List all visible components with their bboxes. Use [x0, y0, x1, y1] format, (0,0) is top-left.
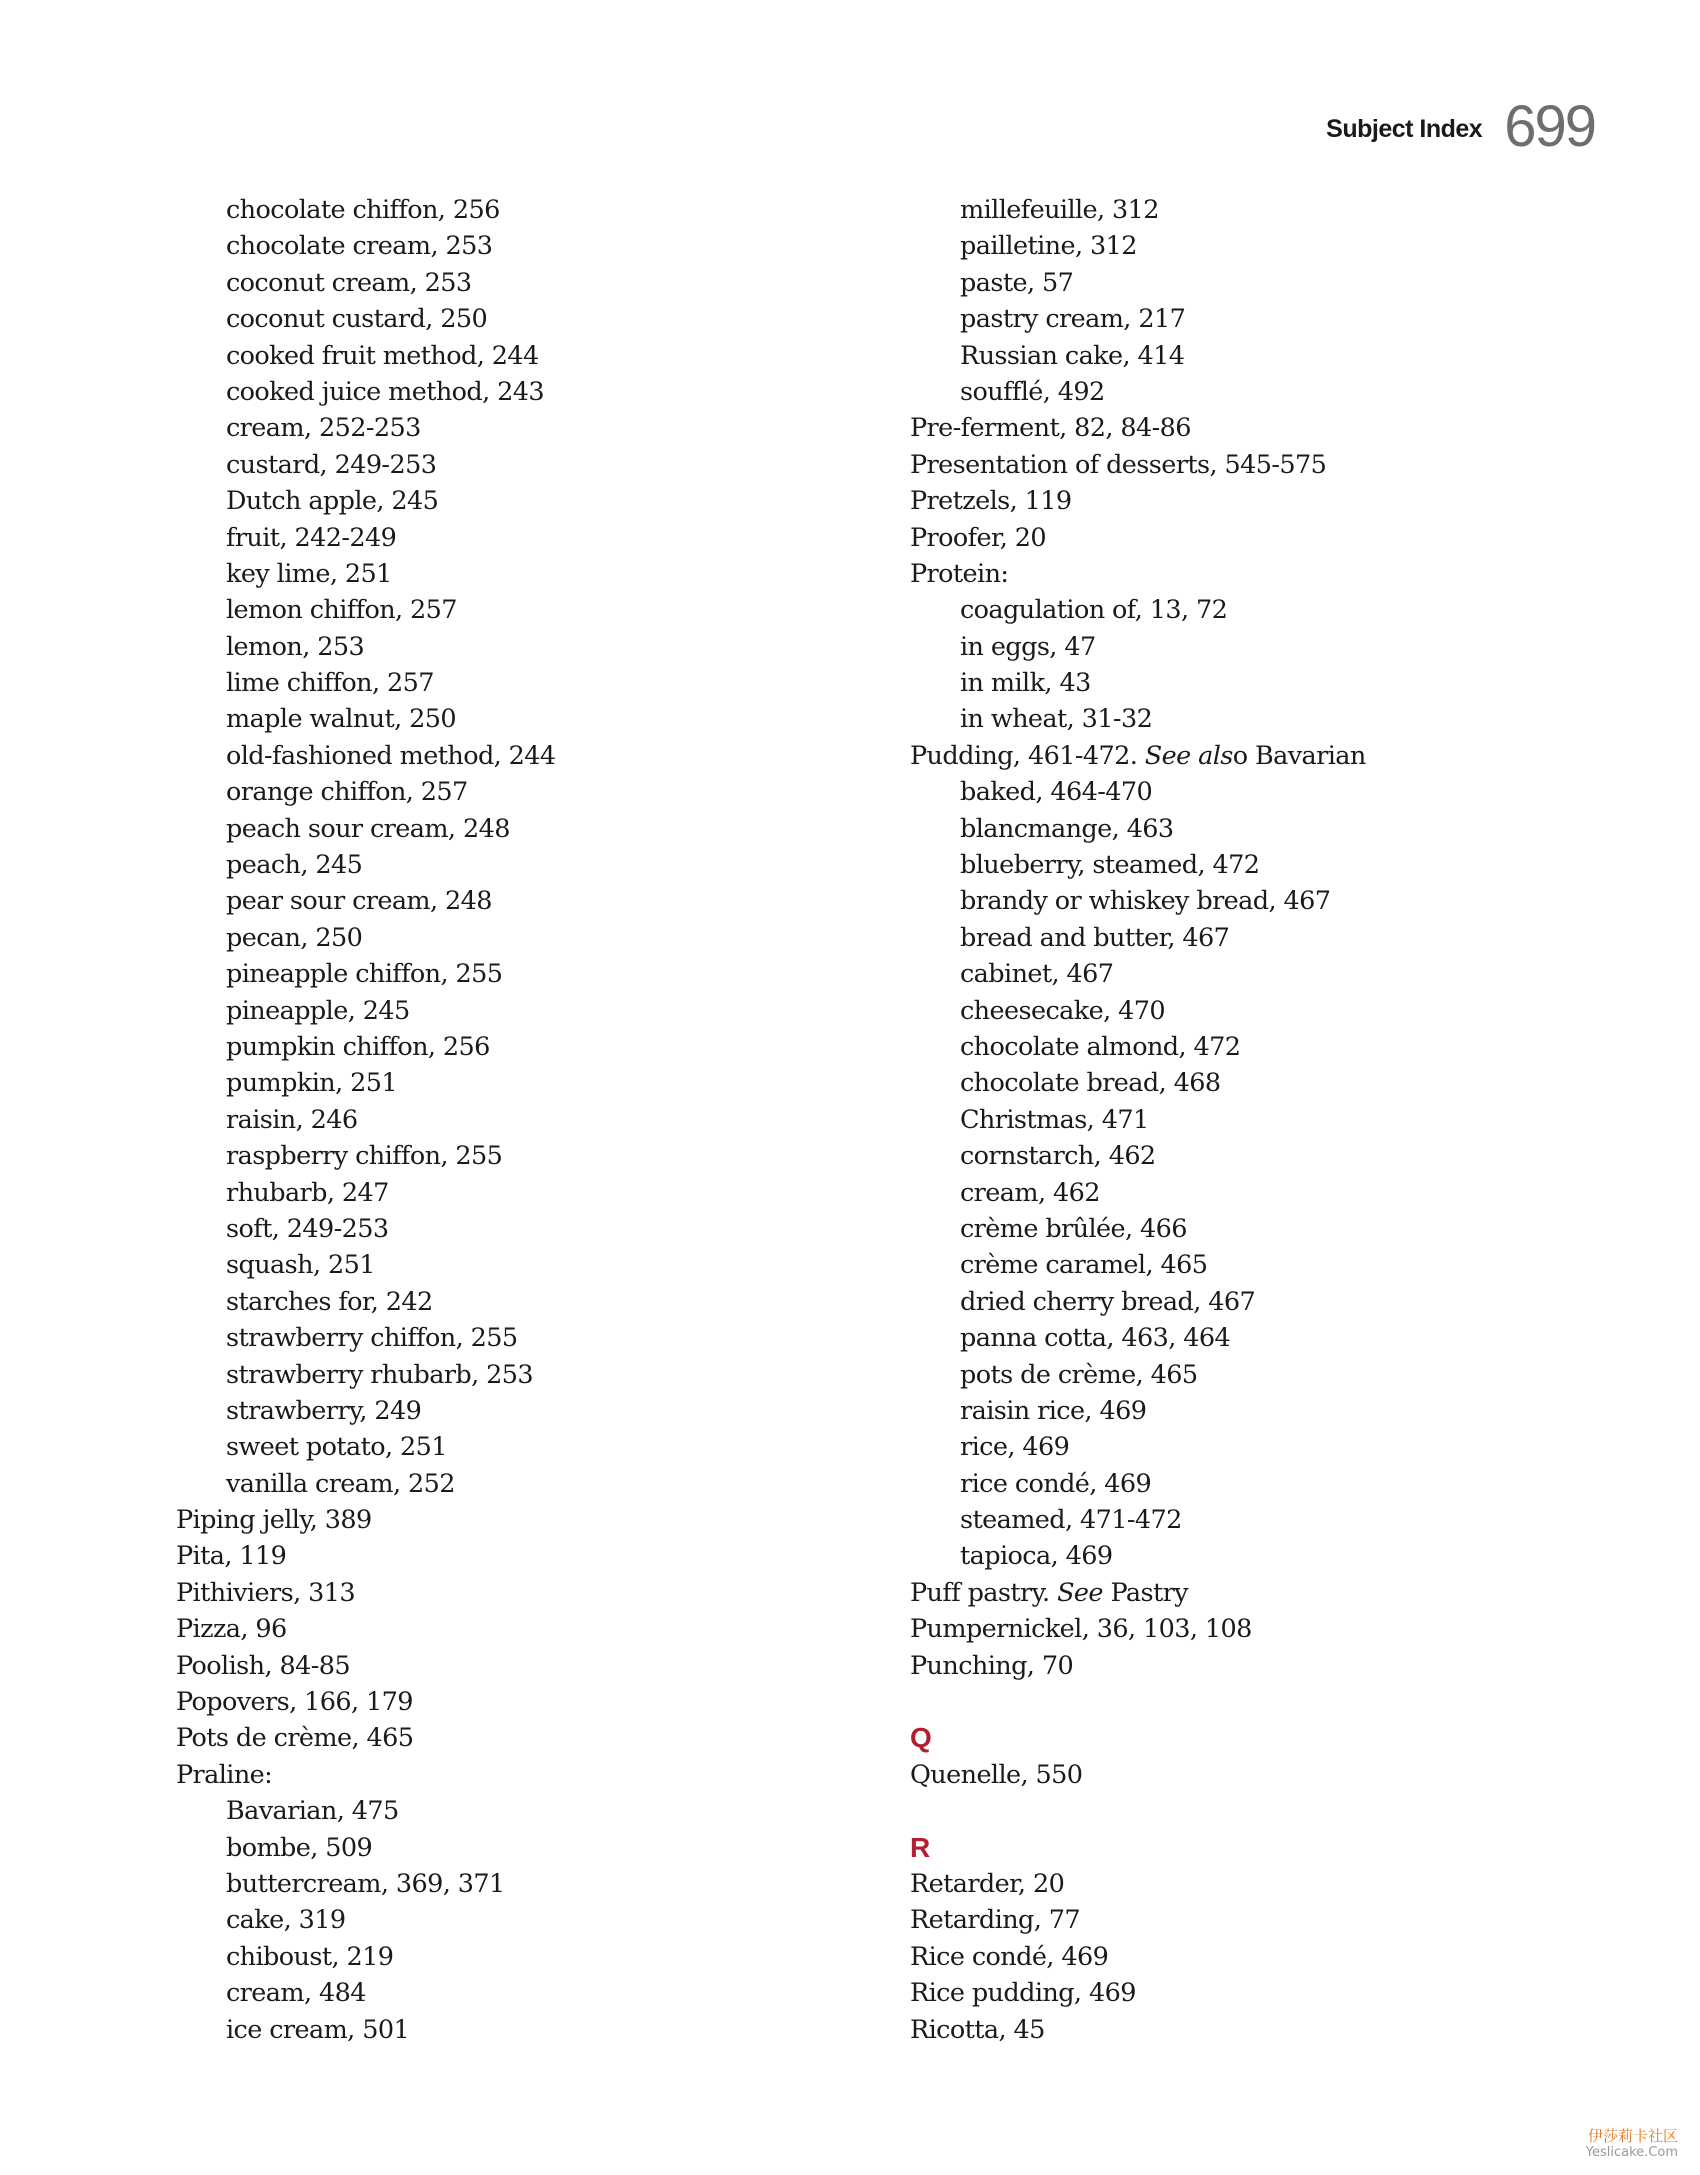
index-subentry: millefeuille, 312 — [960, 195, 1159, 225]
entry-text: Puff pastry. — [910, 1577, 1050, 1608]
index-column-left — [176, 192, 856, 2048]
index-subentry: Bavarian, 475 — [226, 1796, 399, 1827]
index-subentry: in milk, 43 — [960, 668, 1091, 699]
index-subentry: peach, 245 — [226, 850, 363, 881]
index-subentry: coconut cream, 253 — [226, 267, 472, 298]
index-subentry: Russian cake, 414 — [960, 340, 1185, 371]
index-subentry: strawberry chiffon, 255 — [226, 1323, 518, 1354]
index-subentry: cornstarch, 462 — [960, 1141, 1156, 1172]
index-letter-heading: R — [910, 1831, 931, 1863]
index-subentry: cake, 319 — [226, 1905, 346, 1936]
index-subentry: chocolate chiffon, 256 — [226, 195, 500, 225]
index-subentry: tapioca, 469 — [960, 1541, 1113, 1572]
index-subentry: blueberry, steamed, 472 — [960, 850, 1260, 881]
index-subentry: chiboust, 219 — [226, 1941, 394, 1972]
entry-text: Pudding, 461-472. — [910, 740, 1138, 771]
index-subentry: pots de crème, 465 — [960, 1359, 1198, 1390]
index-subentry: soufflé, 492 — [960, 376, 1105, 407]
index-subentry: pastry cream, 217 — [960, 304, 1186, 335]
index-entry: Rice condé, 469 — [910, 1941, 1109, 1972]
index-entry: Poolish, 84-85 — [176, 1650, 350, 1681]
index-entry: Rice pudding, 469 — [910, 1978, 1136, 2009]
index-subentry: pear sour cream, 248 — [226, 886, 492, 917]
index-subentry: cabinet, 467 — [960, 959, 1114, 990]
index-subentry: soft, 249-253 — [226, 1213, 389, 1244]
index-subentry: strawberry rhubarb, 253 — [226, 1359, 534, 1390]
index-entry: Pre-ferment, 82, 84-86 — [910, 413, 1191, 444]
index-subentry: panna cotta, 463, 464 — [960, 1323, 1231, 1354]
index-subentry: bread and butter, 467 — [960, 922, 1230, 953]
index-subentry: bombe, 509 — [226, 1832, 373, 1863]
watermark-en: Yeslicake.Com — [1585, 2145, 1678, 2160]
index-subentry: pineapple, 245 — [226, 995, 410, 1026]
index-subentry: crème caramel, 465 — [960, 1250, 1208, 1281]
index-subentry: lemon, 253 — [226, 631, 365, 662]
index-subentry: pailletine, 312 — [960, 231, 1137, 262]
page-number: 699 — [1504, 94, 1595, 159]
index-subentry: orange chiffon, 257 — [226, 777, 468, 808]
watermark — [1586, 2127, 1678, 2161]
index-entry: Punching, 70 — [910, 1650, 1074, 1681]
index-subentry: steamed, 471-472 — [960, 1505, 1182, 1536]
index-subentry: peach sour cream, 248 — [226, 813, 510, 844]
cross-reference-target: Pastry — [1110, 1577, 1188, 1608]
index-subentry: in eggs, 47 — [960, 631, 1096, 662]
index-subentry: paste, 57 — [960, 267, 1074, 298]
index-subentry: cheesecake, 470 — [960, 995, 1165, 1026]
index-subentry: rice, 469 — [960, 1432, 1070, 1463]
index-subentry: Dutch apple, 245 — [226, 486, 439, 517]
index-subentry: coconut custard, 250 — [226, 304, 488, 335]
index-subentry: blancmange, 463 — [960, 813, 1174, 844]
index-subentry: pumpkin, 251 — [226, 1068, 397, 1099]
index-letter-heading: Q — [910, 1722, 932, 1754]
index-subentry: chocolate almond, 472 — [960, 1031, 1241, 1062]
index-subentry: lime chiffon, 257 — [226, 668, 434, 699]
index-subentry: raspberry chiffon, 255 — [226, 1141, 503, 1172]
index-subentry: ice cream, 501 — [226, 2014, 410, 2045]
index-subentry: pecan, 250 — [226, 922, 363, 953]
index-subentry: lemon chiffon, 257 — [226, 595, 457, 626]
index-subentry: vanilla cream, 252 — [226, 1468, 455, 1499]
index-entry: Pots de crème, 465 — [176, 1723, 414, 1754]
index-entry: Presentation of desserts, 545-575 — [910, 449, 1327, 480]
index-subentry: raisin, 246 — [226, 1104, 358, 1135]
index-entry: Praline: — [176, 1759, 273, 1790]
watermark-cn: 伊莎莉卡社区 — [1587, 2127, 1678, 2145]
index-entry: Retarding, 77 — [910, 1905, 1081, 1936]
index-subentry: starches for, 242 — [226, 1286, 433, 1317]
index-subentry: in wheat, 31-32 — [960, 704, 1153, 735]
index-subentry: cream, 462 — [960, 1177, 1100, 1208]
index-entry — [910, 738, 1610, 774]
index-entry — [910, 1575, 1610, 1611]
index-entry: Pita, 119 — [176, 1541, 287, 1572]
index-entry: Quenelle, 550 — [910, 1759, 1083, 1790]
cross-reference-target: o Bavarian — [1232, 740, 1366, 771]
index-entry: Ricotta, 45 — [910, 2014, 1045, 2045]
index-entry: Piping jelly, 389 — [176, 1505, 372, 1536]
index-subentry: old-fashioned method, 244 — [226, 740, 556, 771]
running-head — [1326, 86, 1595, 159]
index-subentry: cream, 252-253 — [226, 413, 421, 444]
cross-reference-see: See als — [1144, 740, 1233, 771]
index-subentry: sweet potato, 251 — [226, 1432, 447, 1463]
index-subentry: key lime, 251 — [226, 558, 392, 589]
section-title: Subject Index — [1326, 115, 1483, 143]
index-subentry: pumpkin chiffon, 256 — [226, 1031, 490, 1062]
index-entry: Pizza, 96 — [176, 1614, 287, 1645]
index-column-right — [910, 192, 1610, 2048]
index-subentry: strawberry, 249 — [226, 1395, 422, 1426]
index-subentry: cream, 484 — [226, 1978, 366, 2009]
index-subentry: coagulation of, 13, 72 — [960, 595, 1228, 626]
index-subentry: crème brûlée, 466 — [960, 1213, 1187, 1244]
index-subentry: buttercream, 369, 371 — [226, 1868, 505, 1899]
cross-reference-see: See — [1057, 1577, 1103, 1608]
index-subentry: baked, 464-470 — [960, 777, 1153, 808]
index-subentry: squash, 251 — [226, 1250, 375, 1281]
index-entry: Proofer, 20 — [910, 522, 1047, 553]
index-entry: Retarder, 20 — [910, 1868, 1065, 1899]
index-subentry: pineapple chiffon, 255 — [226, 959, 503, 990]
index-subentry: cooked fruit method, 244 — [226, 340, 539, 371]
index-subentry: custard, 249-253 — [226, 449, 437, 480]
index-subentry: rhubarb, 247 — [226, 1177, 389, 1208]
index-subentry: chocolate cream, 253 — [226, 231, 493, 262]
index-subentry: rice condé, 469 — [960, 1468, 1152, 1499]
index-subentry: Christmas, 471 — [960, 1104, 1149, 1135]
index-subentry: fruit, 242-249 — [226, 522, 397, 553]
index-subentry: cooked juice method, 243 — [226, 376, 545, 407]
index-entry: Protein: — [910, 558, 1009, 589]
index-subentry: maple walnut, 250 — [226, 704, 457, 735]
index-entry: Pumpernickel, 36, 103, 108 — [910, 1614, 1252, 1645]
index-entry: Pithiviers, 313 — [176, 1577, 355, 1608]
index-entry: Popovers, 166, 179 — [176, 1687, 413, 1718]
index-subentry: raisin rice, 469 — [960, 1395, 1147, 1426]
index-entry: Pretzels, 119 — [910, 486, 1072, 517]
index-subentry: dried cherry bread, 467 — [960, 1286, 1256, 1317]
index-subentry: chocolate bread, 468 — [960, 1068, 1221, 1099]
index-subentry: brandy or whiskey bread, 467 — [960, 886, 1331, 917]
